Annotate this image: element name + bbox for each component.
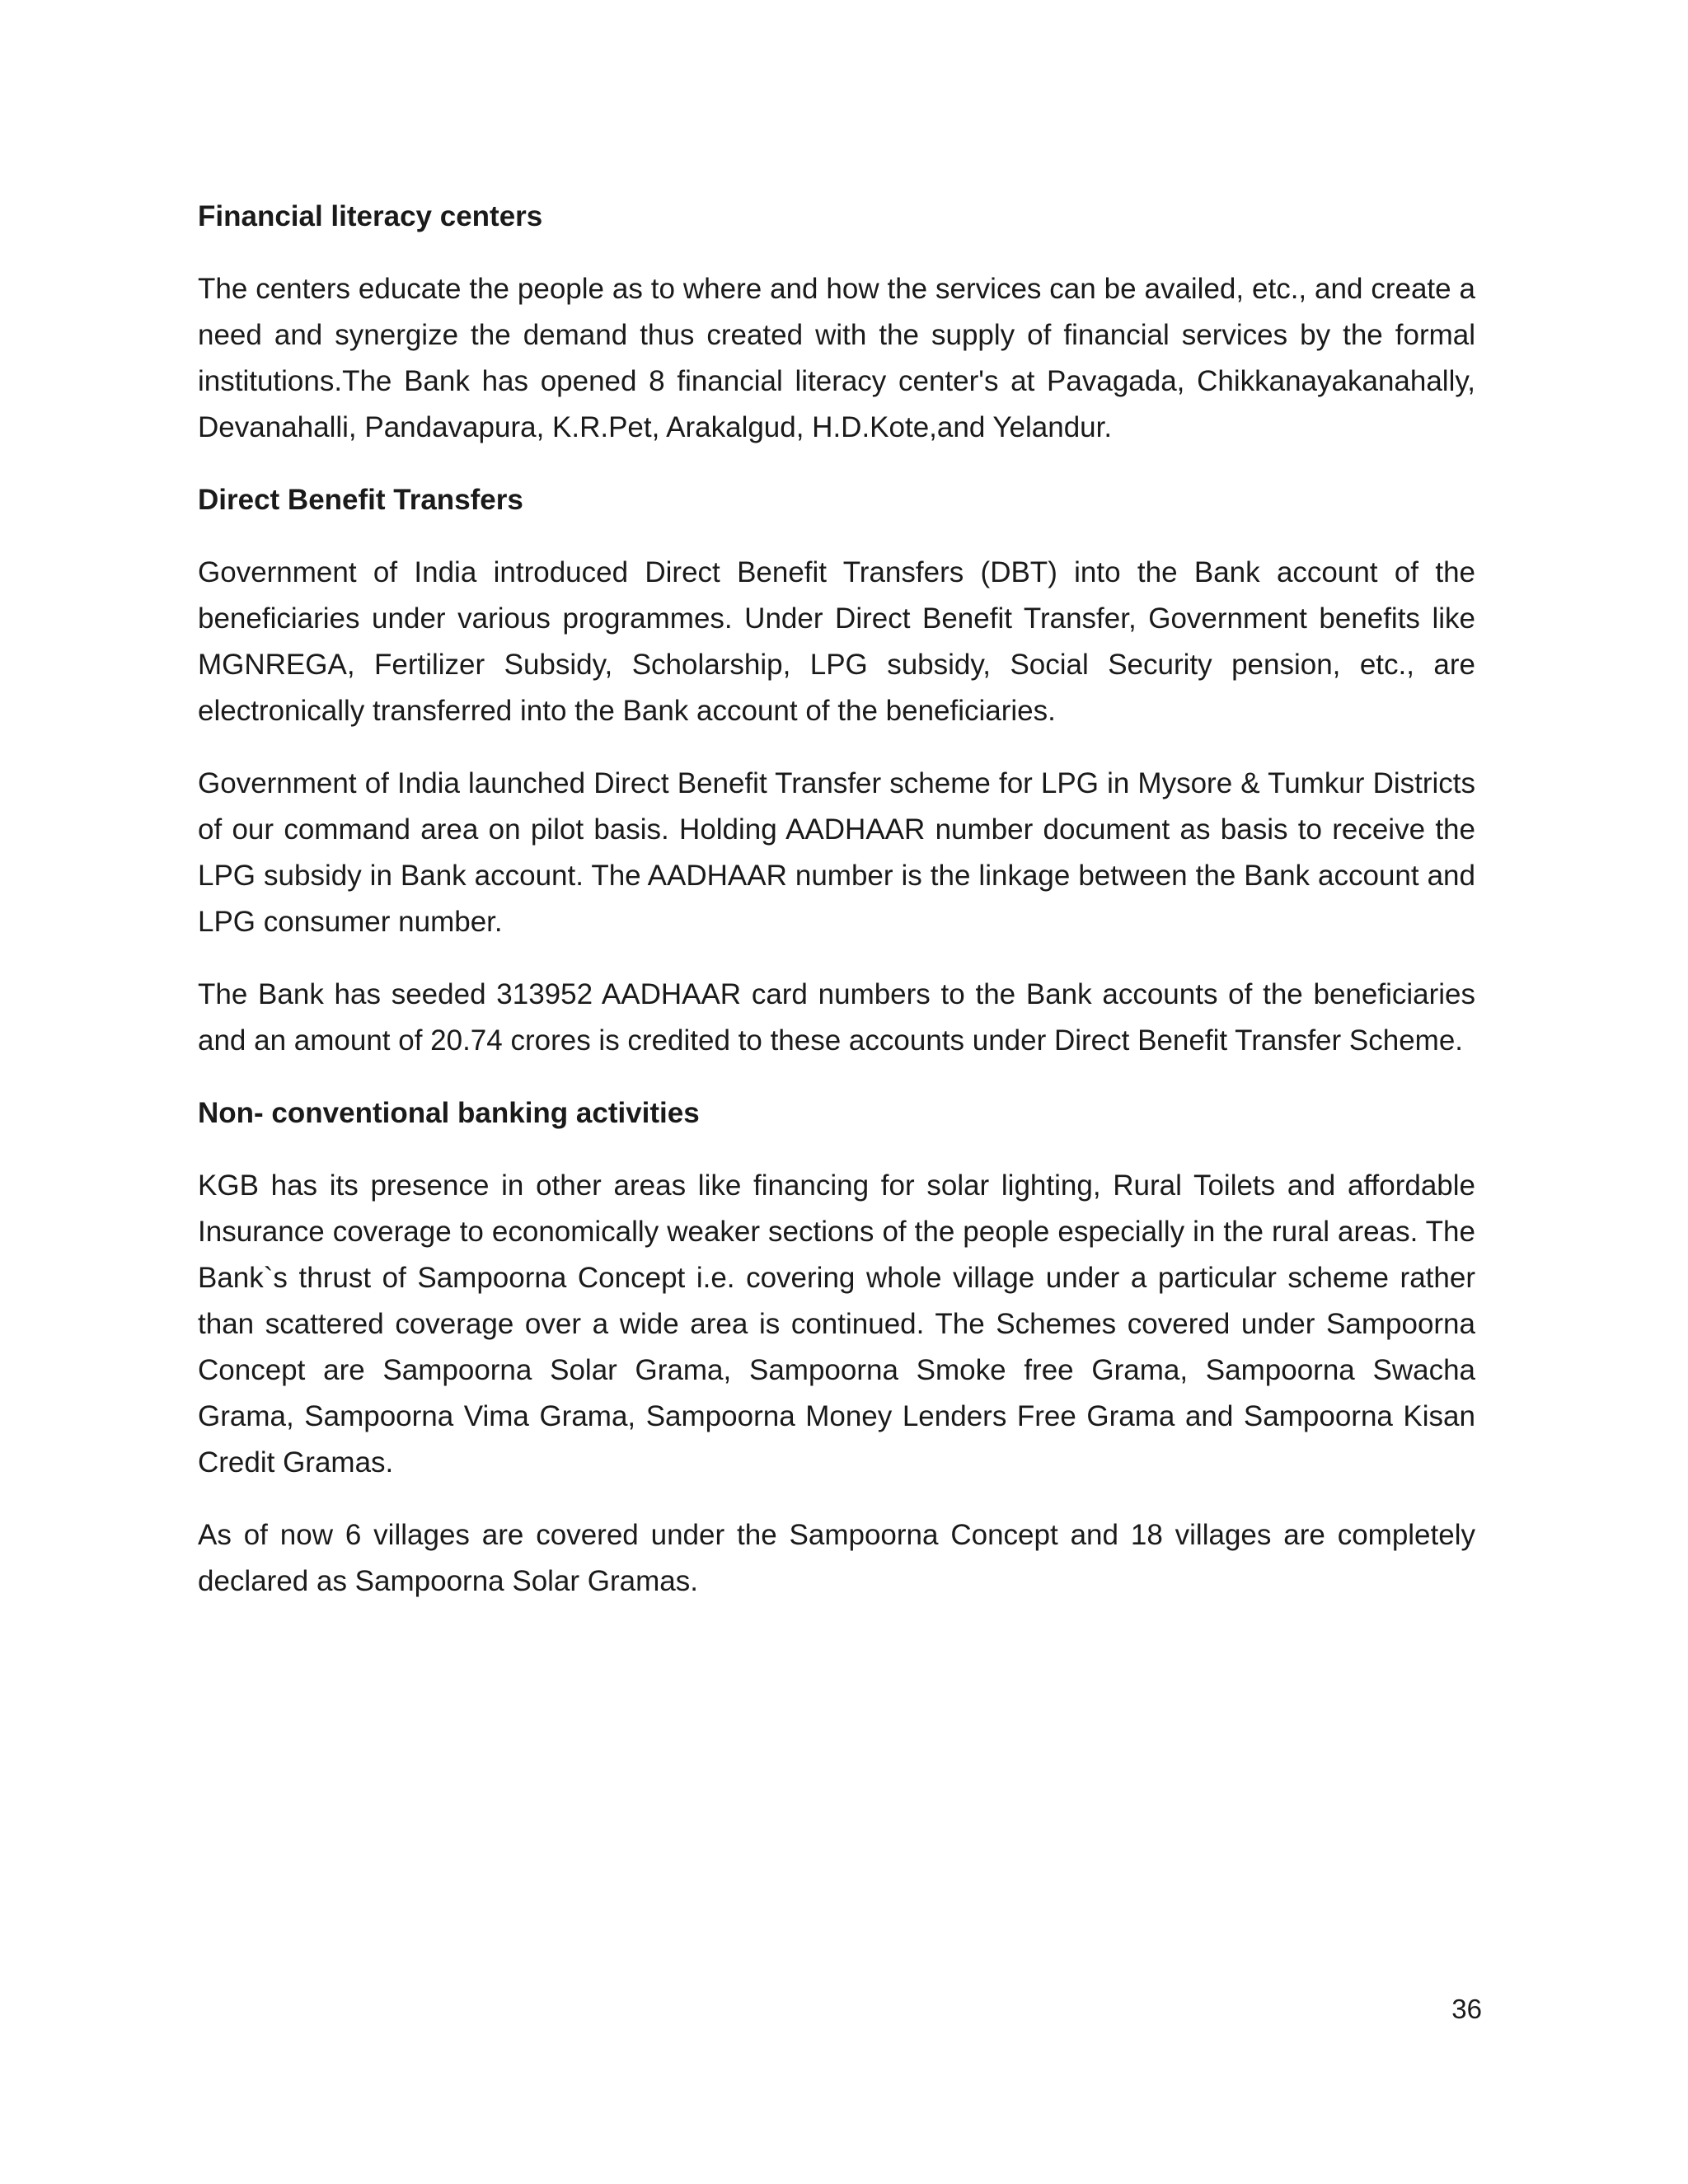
section-heading-financial-literacy: Financial literacy centers xyxy=(198,200,543,232)
document-page xyxy=(198,194,1475,1631)
paragraph-sampoorna-concept: KGB has its presence in other areas like financing for solar lighting, Rural Toilets and affordable Insurance coverage to economically weaker sections of the people especially in the rural areas. The Bank`s thrust of Sampoorna Concept i.e. covering whole village under a particular scheme rather than scattered coverage over a wide area is continued. The Schemes covered under Sampoorna Concept are Sampoorna Solar Grama, Sampoorna Smoke free Grama, Sampoorna Swacha Grama, Sampoorna Vima Grama, Sampoorna Money Lenders Free Grama and Sampoorna Kisan Credit Gramas. xyxy=(198,1169,1475,1479)
paragraph-sampoorna-villages: As of now 6 villages are covered under the Sampoorna Concept and 18 villages are completely declared as Sampoorna Solar Gramas. xyxy=(198,1519,1475,1597)
paragraph-dbt-aadhaar: The Bank has seeded 313952 AADHAAR card numbers to the Bank accounts of the beneficiaries and an amount of 20.74 crores is credited to these accounts under Direct Benefit Transfer Scheme. xyxy=(198,978,1475,1057)
paragraph-dbt-lpg: Government of India launched Direct Benefit Transfer scheme for LPG in Mysore & Tumkur Districts of our command area on pilot basis. Holding AADHAAR number document as basis to receive the LPG subsidy in Bank account. The AADHAAR number is the linkage between the Bank account and LPG consumer number. xyxy=(198,767,1475,938)
section-heading-non-conventional-banking: Non- conventional banking activities xyxy=(198,1097,700,1129)
paragraph-financial-literacy: The centers educate the people as to where and how the services can be availed, etc., and create a need and synergize the demand thus created with the supply of financial services by the formal institutions.The Bank has opened 8 financial literacy center's at Pavagada, Chikkanayakanahally, Devanahalli, Pandavapura, K.R.Pet, Arakalgud, H.D.Kote,and Yelandur. xyxy=(198,273,1475,443)
section-heading-direct-benefit-transfers: Direct Benefit Transfers xyxy=(198,484,523,516)
page-number: 36 xyxy=(1451,1994,1482,2024)
paragraph-dbt-intro: Government of India introduced Direct Benefit Transfers (DBT) into the Bank account of the beneficiaries under various programmes. Under Direct Benefit Transfer, Government benefits like MGNREGA, Fertilizer Subsidy, Scholarship, LPG subsidy, Social Security pension, etc., are electronically transferred into the Bank account of the beneficiaries. xyxy=(198,556,1475,727)
